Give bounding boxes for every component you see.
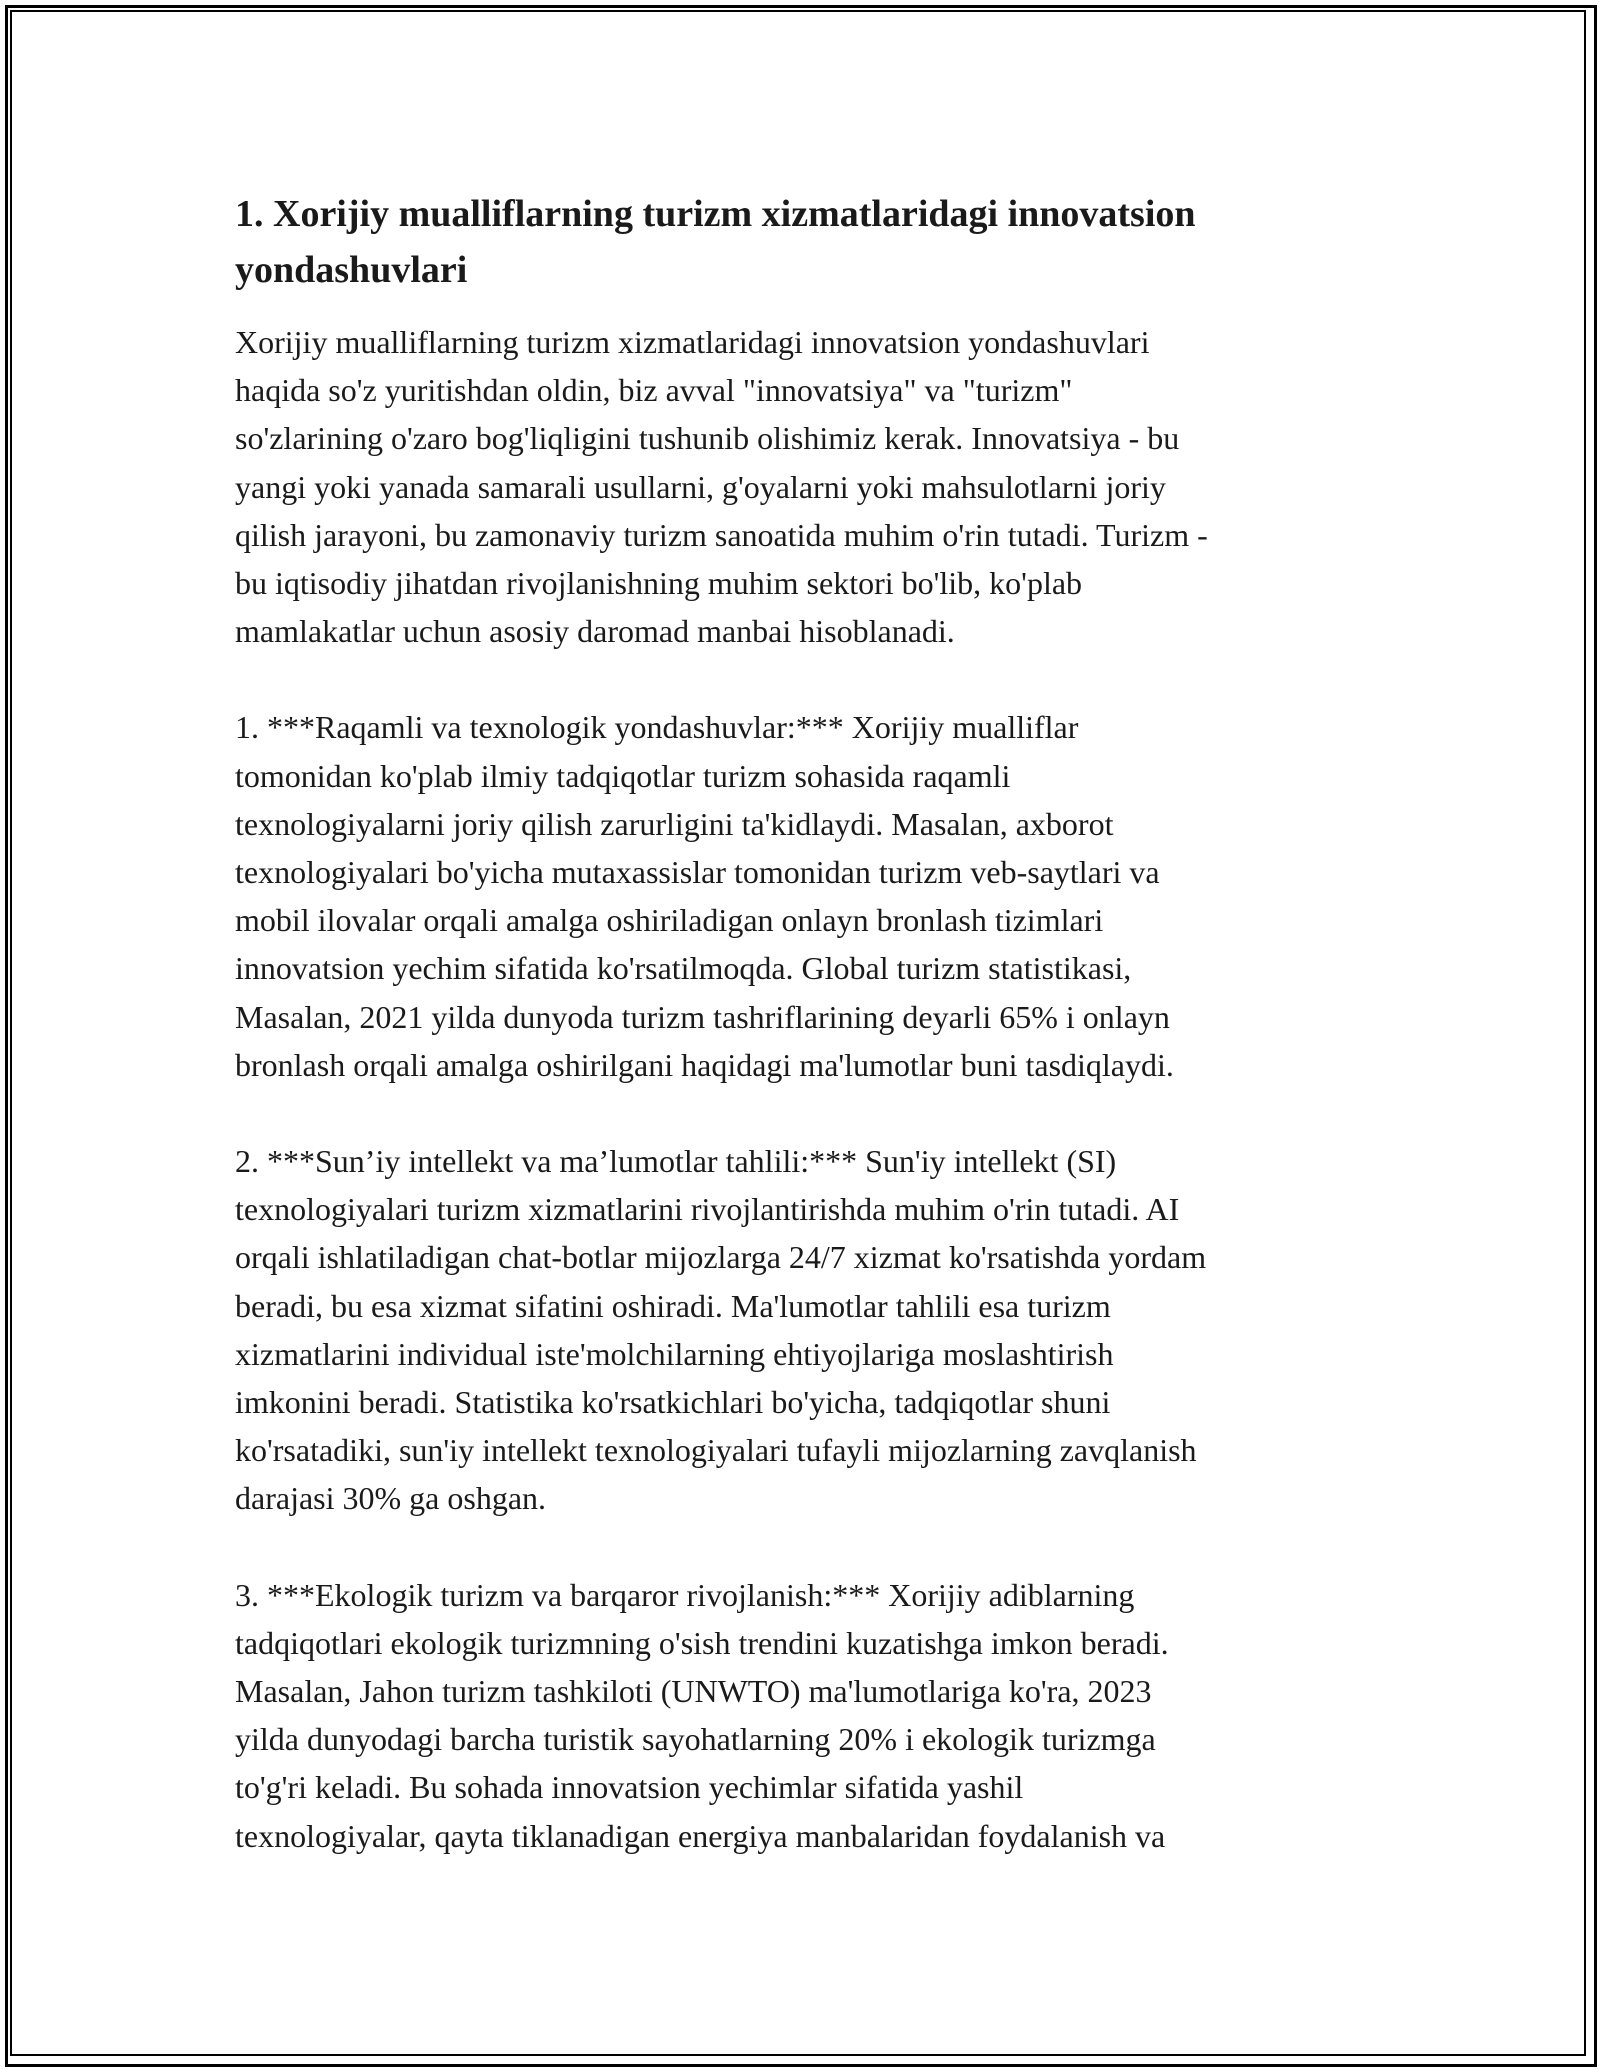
text-line: mobil ilovalar orqali amalga oshiriladigan onlayn bronlash tizimlari: [235, 902, 1104, 939]
heading-line: 1. Xorijiy mualliflarning turizm xizmatlaridagi innovatsion: [235, 193, 1196, 235]
text-line: yilda dunyodagi barcha turistik sayohatlarning 20% i ekologik turizmga: [235, 1721, 1156, 1758]
text-line: beradi, bu esa xizmat sifatini oshiradi. Ma'lumotlar tahlili esa turizm: [235, 1287, 1111, 1324]
document-body: [235, 186, 1375, 1908]
text-line: tadqiqotlari ekologik turizmning o'sish trendini kuzatishga imkon beradi.: [235, 1624, 1169, 1661]
text-line: darajasi 30% ga oshgan.: [235, 1480, 547, 1517]
text-line: bu iqtisodiy jihatdan rivojlanishning muhim sektori bo'lib, ko'plab: [235, 565, 1083, 602]
text-line: to'g'ri keladi. Bu sohada innovatsion yechimlar sifatida yashil: [235, 1769, 1024, 1806]
text-line: bronlash orqali amalga oshirilgani haqidagi ma'lumotlar buni tasdiqlaydi.: [235, 1046, 1174, 1083]
digital-approaches-paragraph: [235, 703, 1375, 1089]
text-line: imkonini beradi. Statistika ko'rsatkichlari bo'yicha, tadqiqotlar shuni: [235, 1384, 1111, 1421]
text-line: innovatsion yechim sifatida ko'rsatilmoqda. Global turizm statistikasi,: [235, 950, 1132, 987]
text-line: 1. ***Raqamli va texnologik yondashuvlar:*** Xorijiy mualliflar: [235, 709, 1079, 746]
text-line: so'zlarining o'zaro bog'liqligini tushunib olishimiz kerak. Innovatsiya - bu: [235, 420, 1180, 457]
text-line: texnologiyalar, qayta tiklanadigan energiya manbalaridan foydalanish va: [235, 1817, 1166, 1854]
text-line: orqali ishlatiladigan chat-botlar mijozlarga 24/7 xizmat ko'rsatishda yordam: [235, 1239, 1207, 1276]
text-line: 3. ***Ekologik turizm va barqaror rivojlanish:*** Xorijiy adiblarning: [235, 1576, 1135, 1613]
text-line: texnologiyalarni joriy qilish zarurligini ta'kidlaydi. Masalan, axborot: [235, 805, 1114, 842]
text-line: ko'rsatadiki, sun'iy intellekt texnologiyalari tufayli mijozlarning zavqlanish: [235, 1432, 1197, 1469]
text-line: Masalan, 2021 yilda dunyoda turizm tashriflarining deyarli 65% i onlayn: [235, 998, 1170, 1035]
text-line: texnologiyalari bo'yicha mutaxassislar tomonidan turizm veb-saytlari va: [235, 854, 1160, 891]
text-line: texnologiyalari turizm xizmatlarini rivojlantirishda muhim o'rin tutadi. AI: [235, 1191, 1180, 1228]
heading-line: yondashuvlari: [235, 249, 468, 291]
text-line: yangi yoki yanada samarali usullarni, g'oyalarni yoki mahsulotlarni joriy: [235, 468, 1166, 505]
text-line: haqida so'z yuritishdan oldin, biz avval "innovatsiya" va "turizm": [235, 372, 1073, 409]
section-heading: [235, 186, 1375, 298]
text-line: Masalan, Jahon turizm tashkiloti (UNWTO) ma'lumotlariga ko'ra, 2023: [235, 1673, 1152, 1710]
intro-paragraph: [235, 318, 1375, 655]
text-line: qilish jarayoni, bu zamonaviy turizm sanoatida muhim o'rin tutadi. Turizm -: [235, 516, 1208, 553]
eco-tourism-paragraph: [235, 1571, 1375, 1860]
text-line: mamlakatlar uchun asosiy daromad manbai hisoblanadi.: [235, 613, 955, 650]
text-line: Xorijiy mualliflarning turizm xizmatlaridagi innovatsion yondashuvlari: [235, 324, 1150, 360]
ai-analytics-paragraph: [235, 1137, 1375, 1523]
text-line: 2. ***Sun’iy intellekt va ma’lumotlar tahlili:*** Sun'iy intellekt (SI): [235, 1143, 1117, 1180]
text-line: xizmatlarini individual iste'molchilarning ehtiyojlariga moslashtirish: [235, 1335, 1114, 1372]
text-line: tomonidan ko'plab ilmiy tadqiqotlar turizm sohasida raqamli: [235, 757, 1011, 794]
